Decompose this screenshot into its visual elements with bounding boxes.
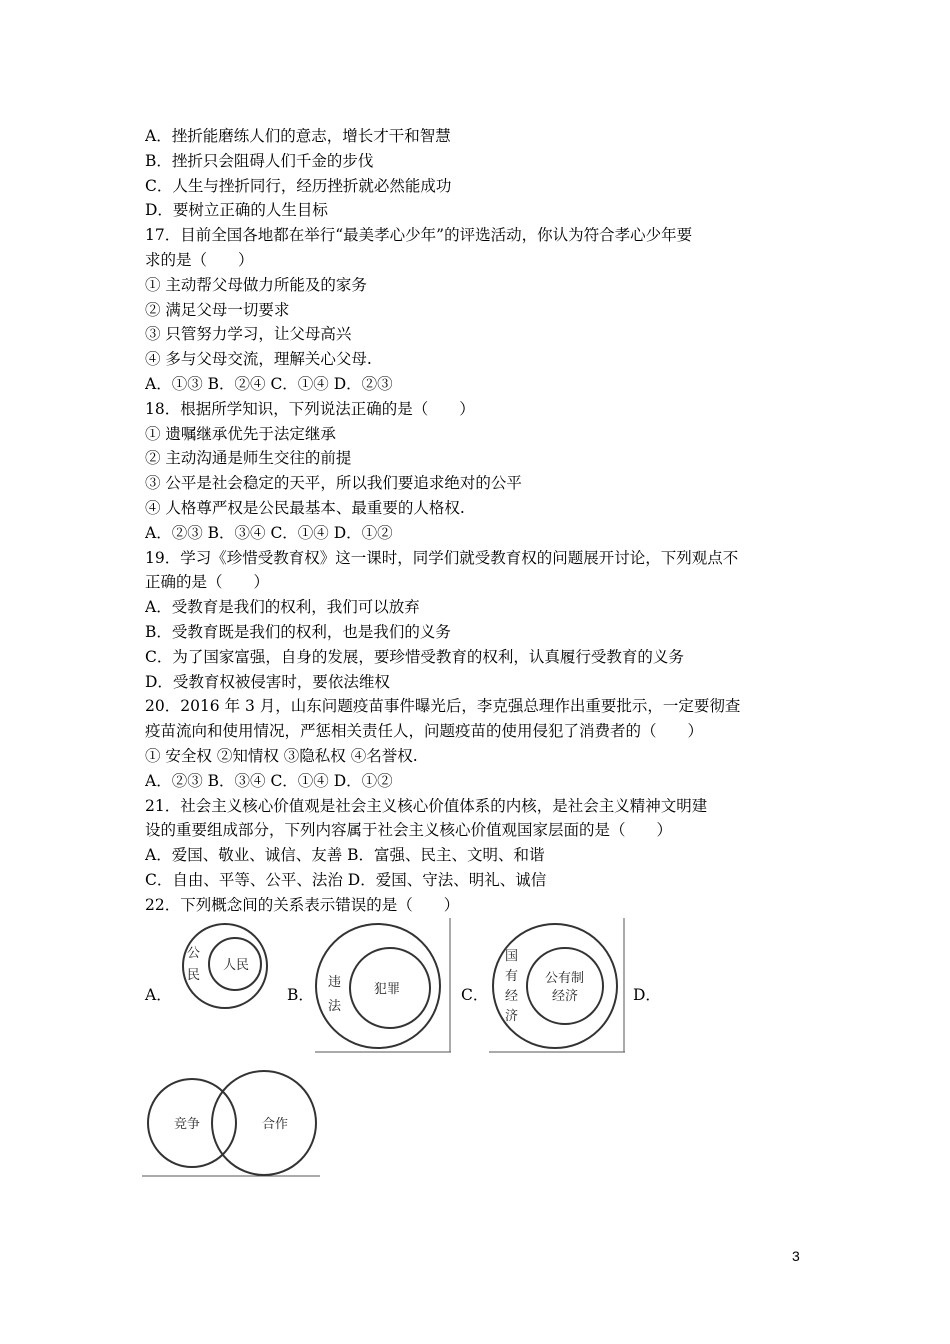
text-line: 20．2016 年 3 月，山东问题疫苗事件曝光后，李克强总理作出重要批示，一定要彻查	[145, 697, 741, 716]
text-line: A．①③ B．②④ C．①④ D．②③	[145, 374, 393, 393]
outer-circle	[493, 924, 617, 1048]
text-line: 设的重要组成部分，下列内容属于社会主义核心价值观国家层面的是（ ）	[145, 821, 673, 840]
text-line: 疫苗流向和使用情况，严惩相关责任人，问题疫苗的使用侵犯了消费者的（ ）	[145, 722, 704, 741]
text-line: A．挫折能磨练人们的意志，增长才干和智慧	[145, 127, 451, 145]
diagram-c	[489, 918, 627, 1056]
diagram-b	[315, 918, 453, 1056]
text-line: C．人生与挫折同行，经历挫折就必然能成功	[145, 176, 452, 195]
text-line: 21．社会主义核心价值观是社会主义核心价值体系的内核，是社会主义精神文明建	[145, 796, 708, 815]
text-line: ① 安全权 ②知情权 ③隐私权 ④名誉权.	[145, 746, 418, 765]
text-line: C．为了国家富强，自身的发展，要珍惜受教育的权利，认真履行受教育的义务	[145, 647, 684, 666]
diagram-a-outer-label-1: 公	[187, 946, 201, 961]
diagram-a	[173, 923, 278, 1013]
text-line: ① 主动帮父母做力所能及的家务	[145, 275, 367, 294]
diagram-b-inner-label: 犯罪	[374, 982, 401, 997]
diagram-d	[142, 1070, 322, 1180]
diagram-c-outer-label-1: 国	[505, 949, 519, 964]
text-line: ③ 公平是社会稳定的天平，所以我们要追求绝对的公平	[145, 474, 522, 493]
option-d-label: D．	[633, 986, 661, 1004]
text-line: 18．根据所学知识，下列说法正确的是（ ）	[145, 399, 475, 418]
text-line: 22．下列概念间的关系表示错误的是（ ）	[145, 895, 460, 914]
text-line: D．受教育权被侵害时，要依法维权	[145, 672, 390, 691]
text-line: A．爱国、敬业、诚信、友善 B．富强、民主、文明、和谐	[145, 846, 545, 865]
text-line: A．受教育是我们的权利，我们可以放弃	[145, 598, 420, 617]
page-number: 3	[792, 1248, 800, 1264]
diagram-b-outer-label-1: 违	[328, 975, 342, 990]
text-line: B．挫折只会阻碍人们千金的步伐	[145, 151, 374, 170]
text-line: ③ 只管努力学习，让父母高兴	[145, 325, 352, 344]
diagram-d-left-label: 竞争	[174, 1117, 201, 1132]
text-line: ④ 人格尊严权是公民最基本、最重要的人格权.	[145, 498, 465, 517]
diagram-d-right-label: 合作	[262, 1117, 289, 1132]
text-line: 正确的是（ ）	[145, 573, 270, 592]
text-line: A．②③ B．③④ C．①④ D．①②	[145, 523, 393, 542]
text-line: A．②③ B．③④ C．①④ D．①②	[145, 771, 393, 790]
text-line: B．受教育既是我们的权利，也是我们的义务	[145, 622, 451, 641]
text-line: ① 遗嘱继承优先于法定继承	[145, 424, 336, 443]
text-line: 求的是（ ）	[145, 250, 254, 269]
option-a-label: A．	[145, 986, 172, 1004]
text-line: D．要树立正确的人生目标	[145, 201, 328, 220]
text-line: 19．学习《珍惜受教育权》这一课时，同学们就受教育权的问题展开讨论，下列观点不	[145, 548, 739, 567]
diagram-c-outer-label-2: 有	[505, 969, 519, 984]
option-diagrams	[145, 918, 815, 1058]
text-line: ④ 多与父母交流，理解关心父母.	[145, 350, 372, 369]
text-line: C．自由、平等、公平、法治 D．爱国、守法、明礼、诚信	[145, 870, 547, 889]
diagram-a-inner-label: 人民	[223, 958, 250, 973]
diagram-c-outer-label-4: 济	[505, 1009, 519, 1024]
text-line: ② 主动沟通是师生交往的前提	[145, 449, 352, 468]
inner-circle	[527, 948, 603, 1024]
option-b-label: B．	[287, 986, 314, 1004]
option-c-label: C．	[461, 986, 489, 1004]
text-line: 17．目前全国各地都在举行“最美孝心少年”的评选活动，你认为符合孝心少年要	[145, 226, 693, 245]
diagram-c-inner-label-1: 公有制	[545, 971, 585, 986]
diagram-a-outer-label-2: 民	[187, 968, 201, 983]
diagram-c-inner-label-2: 经济	[552, 989, 579, 1004]
diagram-b-outer-label-2: 法	[328, 999, 342, 1014]
text-line: ② 满足父母一切要求	[145, 300, 290, 319]
diagram-c-outer-label-3: 经	[505, 989, 519, 1004]
question-text	[145, 124, 815, 918]
